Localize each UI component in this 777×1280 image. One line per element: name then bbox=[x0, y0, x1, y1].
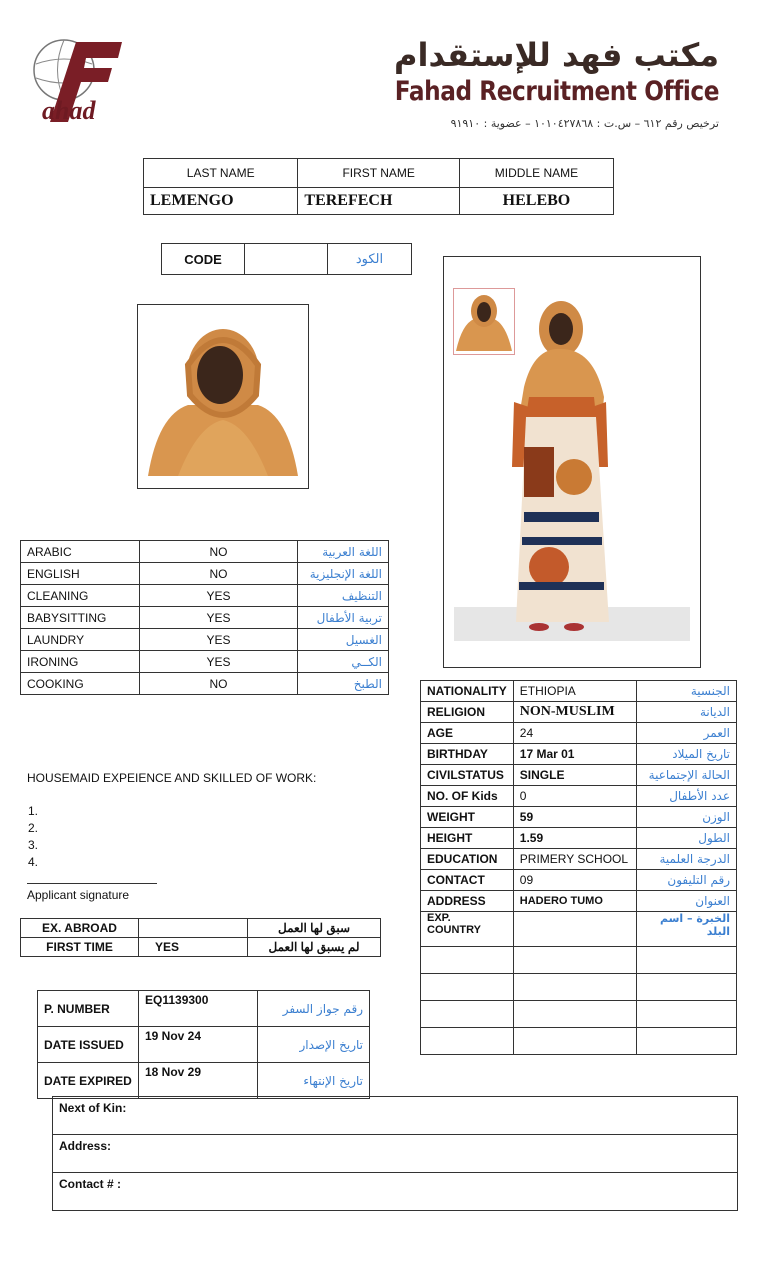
info-label-arabic: تاريخ الميلاد bbox=[636, 744, 736, 765]
first-time-value: YES bbox=[139, 938, 248, 957]
info-value: PRIMERY SCHOOL bbox=[513, 849, 636, 870]
code-table bbox=[161, 243, 412, 275]
info-row bbox=[421, 891, 737, 912]
last-name-value: LEMENGO bbox=[144, 188, 298, 215]
passport-label: P. NUMBER bbox=[38, 991, 139, 1027]
info-label-arabic: الوزن bbox=[636, 807, 736, 828]
skill-label-arabic: اللغة الإنجليزية bbox=[298, 563, 389, 585]
skill-row bbox=[21, 629, 389, 651]
skill-label: LAUNDRY bbox=[21, 629, 140, 651]
signature-line bbox=[27, 883, 157, 884]
next-of-kin-label: Next of Kin: bbox=[53, 1097, 738, 1135]
skill-row bbox=[21, 563, 389, 585]
passport-table bbox=[37, 990, 370, 1099]
exp-country-row bbox=[421, 912, 737, 947]
skill-row bbox=[21, 607, 389, 629]
info-row bbox=[421, 870, 737, 891]
passport-label: DATE EXPIRED bbox=[38, 1063, 139, 1099]
passport-label: DATE ISSUED bbox=[38, 1027, 139, 1063]
kin-contact-label: Contact # : bbox=[53, 1173, 738, 1211]
middle-name-value: HELEBO bbox=[459, 188, 613, 215]
exp-country-value bbox=[513, 912, 636, 947]
code-label-arabic: الكود bbox=[328, 244, 412, 275]
skill-label: CLEANING bbox=[21, 585, 140, 607]
first-time-label-arabic: لم يسبق لها العمل bbox=[248, 938, 381, 957]
skill-label: ARABIC bbox=[21, 541, 140, 563]
info-row bbox=[421, 744, 737, 765]
experience-title: HOUSEMAID EXPEIENCE AND SKILLED OF WORK: bbox=[27, 771, 317, 785]
info-label-arabic: الجنسية bbox=[636, 681, 736, 702]
skill-value: YES bbox=[140, 607, 298, 629]
passport-value: 19 Nov 24 bbox=[139, 1027, 258, 1063]
passport-row bbox=[38, 1027, 370, 1063]
skill-label: BABYSITTING bbox=[21, 607, 140, 629]
passport-label-arabic: تاريخ الإنتهاء bbox=[258, 1063, 370, 1099]
skill-label-arabic: التنظيف bbox=[298, 585, 389, 607]
info-label: EDUCATION bbox=[421, 849, 514, 870]
info-label: AGE bbox=[421, 723, 514, 744]
license-info: ترخيص رقم ٦١٢ – س.ت : ١٠١٠٤٢٧٨٦٨ – عضوية : ٩١٩١٠ bbox=[450, 117, 719, 130]
skill-label-arabic: اللغة العربية bbox=[298, 541, 389, 563]
info-label: CONTACT bbox=[421, 870, 514, 891]
applicant-portrait bbox=[138, 305, 308, 488]
skill-row bbox=[21, 541, 389, 563]
face-photo bbox=[137, 304, 309, 489]
passport-row bbox=[38, 1063, 370, 1099]
info-label: NATIONALITY bbox=[421, 681, 514, 702]
signature-label: Applicant signature bbox=[27, 888, 130, 902]
skill-row bbox=[21, 651, 389, 673]
exp-country-label: EXP. COUNTRY bbox=[421, 912, 514, 947]
info-row bbox=[421, 723, 737, 744]
info-row bbox=[421, 786, 737, 807]
skill-row bbox=[21, 585, 389, 607]
info-label-arabic: رقم التليفون bbox=[636, 870, 736, 891]
skill-label-arabic: الغسيل bbox=[298, 629, 389, 651]
code-label: CODE bbox=[162, 244, 245, 275]
skill-label-arabic: تربية الأطفال bbox=[298, 607, 389, 629]
info-label: BIRTHDAY bbox=[421, 744, 514, 765]
info-value: 59 bbox=[513, 807, 636, 828]
info-row bbox=[421, 765, 737, 786]
exp-country-blank-row bbox=[421, 947, 737, 974]
exp-country-blank-row bbox=[421, 974, 737, 1001]
passport-row bbox=[38, 991, 370, 1027]
ex-abroad-value bbox=[139, 919, 248, 938]
skill-label: ENGLISH bbox=[21, 563, 140, 585]
info-value: ETHIOPIA bbox=[513, 681, 636, 702]
info-label: CIVILSTATUS bbox=[421, 765, 514, 786]
ex-abroad-label-arabic: سبق لها العمل bbox=[248, 919, 381, 938]
first-time-label: FIRST TIME bbox=[21, 938, 139, 957]
info-value: HADERO TUMO bbox=[513, 891, 636, 912]
skill-value: NO bbox=[140, 673, 298, 695]
info-label: WEIGHT bbox=[421, 807, 514, 828]
skill-value: NO bbox=[140, 563, 298, 585]
skill-label-arabic: الكــي bbox=[298, 651, 389, 673]
exp-country-blank-row bbox=[421, 1028, 737, 1055]
skill-value: YES bbox=[140, 585, 298, 607]
passport-value: 18 Nov 29 bbox=[139, 1063, 258, 1099]
info-label-arabic: العنوان bbox=[636, 891, 736, 912]
experience-item: 2. bbox=[28, 821, 39, 835]
info-label-arabic: الديانة bbox=[636, 702, 736, 723]
passport-label-arabic: تاريخ الإصدار bbox=[258, 1027, 370, 1063]
info-label-arabic: العمر bbox=[636, 723, 736, 744]
info-label: NO. OF Kids bbox=[421, 786, 514, 807]
experience-item: 3. bbox=[28, 838, 39, 852]
info-label: RELIGION bbox=[421, 702, 514, 723]
info-label: HEIGHT bbox=[421, 828, 514, 849]
skills-table bbox=[20, 540, 389, 695]
passport-label-arabic: رقم جواز السفر bbox=[258, 991, 370, 1027]
company-name-arabic: مكتب فهد للإستقدام bbox=[394, 36, 719, 74]
abroad-table bbox=[20, 918, 381, 957]
passport-value: EQ1139300 bbox=[139, 991, 258, 1027]
info-value: 1.59 bbox=[513, 828, 636, 849]
skill-value: YES bbox=[140, 651, 298, 673]
info-label-arabic: الدرجة العلمية bbox=[636, 849, 736, 870]
company-name-english: Fahad Recruitment Office bbox=[394, 76, 719, 107]
next-of-kin-table bbox=[52, 1096, 738, 1211]
info-value: 09 bbox=[513, 870, 636, 891]
last-name-label: LAST NAME bbox=[144, 159, 298, 188]
info-value: 17 Mar 01 bbox=[513, 744, 636, 765]
first-name-value: TEREFECH bbox=[298, 188, 460, 215]
info-value: 24 bbox=[513, 723, 636, 744]
info-row bbox=[421, 849, 737, 870]
logo-text: ahad bbox=[42, 96, 96, 125]
info-value: NON-MUSLIM bbox=[513, 702, 636, 723]
ex-abroad-label: EX. ABROAD bbox=[21, 919, 139, 938]
info-row bbox=[421, 702, 737, 723]
info-label-arabic: عدد الأطفال bbox=[636, 786, 736, 807]
first-name-label: FIRST NAME bbox=[298, 159, 460, 188]
experience-item: 4. bbox=[28, 855, 39, 869]
skill-label: COOKING bbox=[21, 673, 140, 695]
skill-value: NO bbox=[140, 541, 298, 563]
kin-address-label: Address: bbox=[53, 1135, 738, 1173]
info-row bbox=[421, 681, 737, 702]
info-label-arabic: الحالة الإجتماعية bbox=[636, 765, 736, 786]
applicant-thumbnail bbox=[454, 289, 514, 354]
exp-country-label-arabic: الخبرة – اسم البلد bbox=[636, 912, 736, 947]
exp-country-blank-row bbox=[421, 1001, 737, 1028]
info-value: 0 bbox=[513, 786, 636, 807]
info-row bbox=[421, 807, 737, 828]
middle-name-label: MIDDLE NAME bbox=[459, 159, 613, 188]
skill-label: IRONING bbox=[21, 651, 140, 673]
info-label: ADDRESS bbox=[421, 891, 514, 912]
skill-label-arabic: الطبخ bbox=[298, 673, 389, 695]
thumbnail-photo bbox=[453, 288, 515, 355]
info-value: SINGLE bbox=[513, 765, 636, 786]
info-row bbox=[421, 828, 737, 849]
personal-info-table bbox=[420, 680, 737, 1055]
info-label-arabic: الطول bbox=[636, 828, 736, 849]
name-table bbox=[143, 158, 614, 215]
skill-row bbox=[21, 673, 389, 695]
code-value bbox=[245, 244, 328, 275]
skill-value: YES bbox=[140, 629, 298, 651]
experience-item: 1. bbox=[28, 804, 39, 818]
